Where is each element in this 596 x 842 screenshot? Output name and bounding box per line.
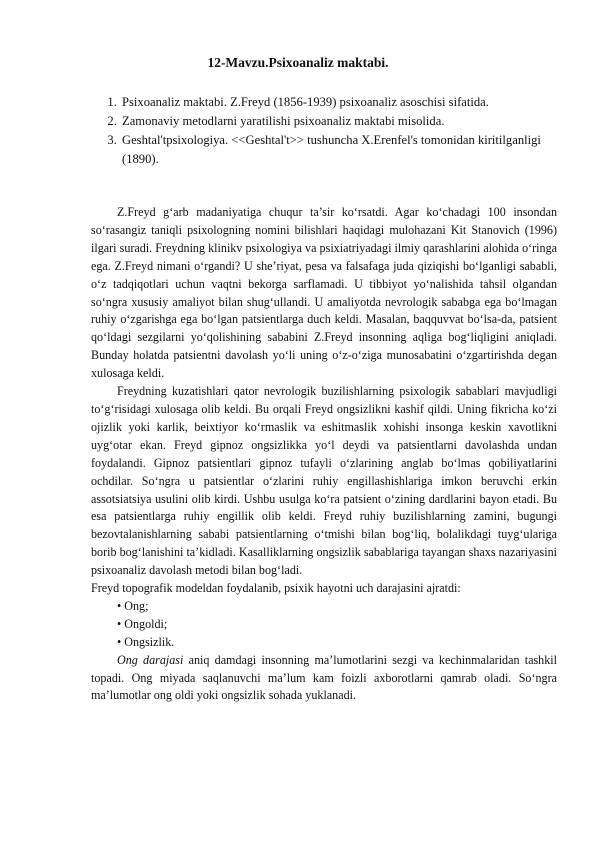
- term-emphasis: Ong darajasi: [117, 652, 184, 667]
- paragraph: Z.Freyd g‘arb madaniyatiga chuqur ta’sir ko‘rsatdi. Agar ko‘chadagi 100 insondan so‘rasangiz taniqli psixologning nomini bilishlari haqidagi mulohazani Kit Stanovich (1996) ilgari suradi. Freydning klinikv psixologiya va psixiatriyadagi ilmiy qarashlarini alohida o‘ringa ega. Z.Freyd nimani o‘rgandi? U she’riyat, pesa va falsafaga juda qiziqishi bo‘lganligi sababli, o‘z tadqiqotlari uchun vaqtni bekorga sarflamadi. U tibbiyot yo‘nalishida tahsil olgandan so‘ngra xususiy amaliyot bilan shug‘ullandi. U amaliyotda nevrologik sababga ega bo‘lmagan ruhiy o‘zgarishga ega bo‘lgan patsientlarga duch keldi. Masalan, baqquvvat bo‘lsa-da, patsient qo‘ldagi sezgilarni yo‘qolishining sababini Z.Freyd insonning aqliga bog‘liqligini aniqladi. Bunday holatda patsientni davolash yo‘li uning o‘z-o‘ziga munosabatini o‘zgartirishda degan xulosaga keldi.: [91, 205, 557, 381]
- topic-item: 1. Psixoanaliz maktabi. Z.Freyd (1856-1939) psixoanaliz asoschisi sifatida.: [120, 93, 560, 112]
- paragraph: Freydning kuzatishlari qator nevrologik buzilishlarning psixologik sabablari mavjudligi to‘g‘risidagi xulosaga olib keldi. Bu orqali Freyd ongsizlikni kashif qildi. Uning fikricha ko‘zi ojizlik yoki karlik, beixtiyor ko‘rmaslik va eshitmaslik xohishi insonga keskin xavotlikni uyg‘otar ekan. Freyd gipnoz ongsizlikka yo‘l deydi va patsientlarni davolashda undan foydalandi. Gipnoz patsientlari gipnoz tufayli o‘zlarining anglab bo‘lmas qobiliyatlarini ochdilar. So‘ngra u patsientlar o‘zlarini ruhiy engillashishlariga imkon beruvchi erkin assotsiatsiya usulini olib kirdi. Ushbu usulga ko‘ra patsient o‘zining dardlarini bayon etadi. Bu esa patsientlarga ruhiy engillik olib keldi. Freyd ruhiy buzilishlarning zamini, bugungi bezovtalanishlarning sababi patsientlarning o‘tmishi bilan bog‘liq, bolalikdagi tuyg‘ulariga borib bog‘lanishini ta’kidladi. Kasalliklarning ongsizlik sabablariga tayangan shaxs nazariyasini psixoanaliz davolash metodi bilan bog‘ladi.: [91, 384, 557, 578]
- body-text: [91, 204, 557, 705]
- page-title: 12-Mavzu.Psixoanaliz maktabi.: [207, 55, 389, 70]
- list-item: • Ongoldi;: [117, 616, 168, 631]
- list-item: • Ong;: [117, 598, 149, 613]
- topic-list: [98, 93, 560, 169]
- paragraph: Freyd topografik modeldan foydalanib, psixik hayotni uch darajasini ajratdi:: [91, 581, 461, 596]
- topic-item: 2. Zamonaviy metodlarni yaratilishi psixoanaliz maktabi misolida.: [120, 112, 560, 131]
- topic-item: 3. Geshtal'tpsixologiya. <<Geshtal't>> tushuncha X.Erenfel's tomonidan kiritilganligi (1890).: [120, 131, 560, 169]
- list-item: • Ongsizlik.: [117, 634, 175, 649]
- paragraph-text: aniq damdagi insonning ma’lumotlarini sezgi va kechinmalaridan tashkil topadi. Ong miyada saqlanuvchi ma’lum kam foizli axborotlarni qamrab oladi. So‘ngra ma’lumotlar ong oldi yoki ongsizlik sohada yuklanadi.: [91, 652, 557, 703]
- paragraph: [91, 652, 557, 706]
